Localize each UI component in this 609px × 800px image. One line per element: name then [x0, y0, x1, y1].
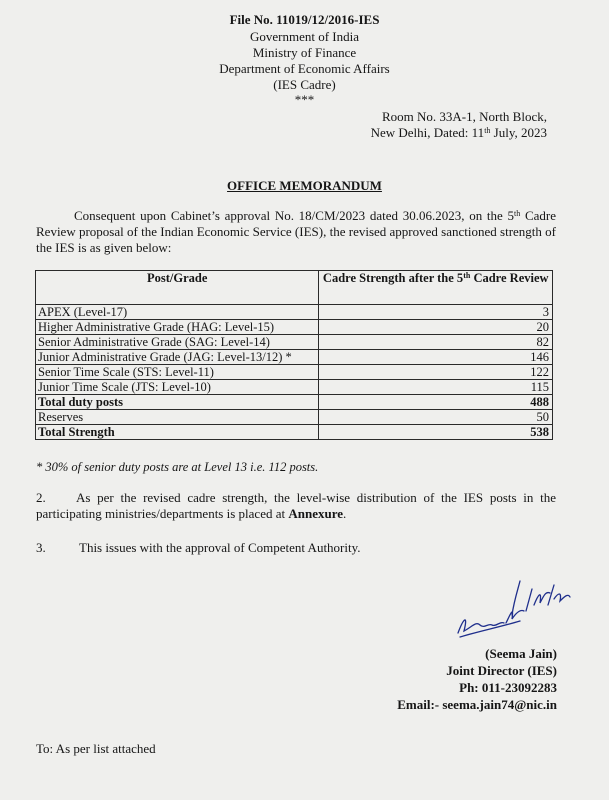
cadre-line: (IES Cadre)	[273, 77, 336, 92]
intro-paragraph: Consequent upon Cabinet’s approval No. 18/CM/2023 dated 30.06.2023, on the 5th Cadre Review proposal of the Indian Economic Service (IES), the revised approved sanctioned strength of the IES is as given below:	[36, 208, 557, 255]
govt-line: Government of India	[249, 29, 360, 44]
paragraph-2: 2. As per the revised cadre strength, the level-wise distribution of the IES posts in the participating ministries/departments is placed at Annexure.	[36, 490, 556, 521]
col-header-post-grade: Post/Grade	[36, 271, 319, 305]
signatory-name: (Seema Jain)	[485, 646, 557, 661]
table-row-total-strength: Total Strength 538	[36, 425, 553, 440]
paragraph-3: 3. This issues with the approval of Competent Authority.	[36, 540, 361, 555]
table-row: Higher Administrative Grade (HAG: Level-15) 20	[36, 320, 553, 335]
distribution-line: To: As per list attached	[36, 741, 156, 756]
signatory-phone: Ph: 011-23092283	[459, 680, 557, 695]
room-address: Room No. 33A-1, North Block,	[381, 109, 547, 124]
file-number: File No. 11019/12/2016-IES	[229, 12, 380, 27]
col-header-cadre-strength: Cadre Strength after the 5th Cadre Review	[319, 271, 553, 305]
signatory-block	[397, 645, 557, 713]
cadre-strength-table	[35, 270, 553, 440]
footnote: * 30% of senior duty posts are at Level 13 i.e. 112 posts.	[36, 460, 319, 474]
dated-line: New Delhi, Dated: 11th July, 2023	[370, 125, 547, 140]
department-line: Department of Economic Affairs	[219, 61, 390, 76]
table-row: Junior Time Scale (JTS: Level-10) 115	[36, 380, 553, 395]
table-row: APEX (Level-17) 3	[36, 305, 553, 320]
table-row: Senior Administrative Grade (SAG: Level-14) 82	[36, 335, 553, 350]
table-row-total-duty: Total duty posts 488	[36, 395, 553, 410]
ministry-line: Ministry of Finance	[252, 45, 357, 60]
memo-title: OFFICE MEMORANDUM	[227, 178, 382, 193]
table-header-row	[36, 271, 553, 305]
signatory-email: Email:- seema.jain74@nic.in	[397, 697, 557, 712]
stars-separator: ***	[294, 92, 315, 107]
signatory-designation: Joint Director (IES)	[446, 663, 557, 678]
handwritten-signature	[450, 575, 575, 645]
table-row: Junior Administrative Grade (JAG: Level-13/12) * 146	[36, 350, 553, 365]
table-row: Senior Time Scale (STS: Level-11) 122	[36, 365, 553, 380]
table-row: Reserves 50	[36, 410, 553, 425]
